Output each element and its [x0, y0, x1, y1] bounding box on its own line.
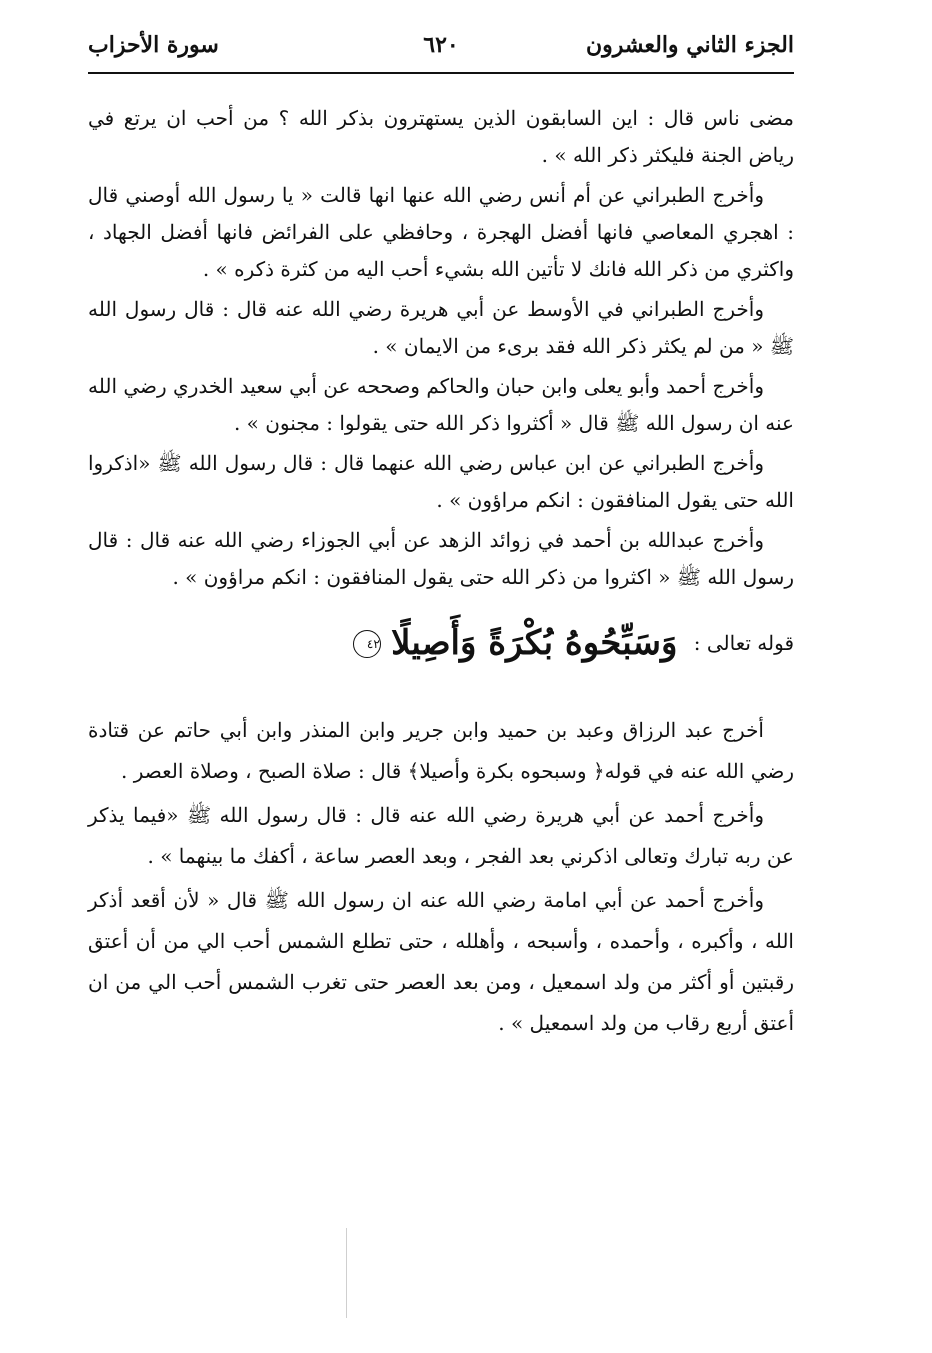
paragraph: مضى ناس قال : اين السابقون الذين يستهترون بذكر الله ؟ من أحب ان يرتع في رياض الجنة فليكثر ذكر الله » .: [88, 106, 794, 167]
paragraph: وأخرج الطبراني في الأوسط عن أبي هريرة رضي الله عنه قال : قال رسول الله ﷺ « من لم يكثر ذكر الله فقد برىء من الايمان » .: [88, 297, 794, 358]
header-divider: [88, 72, 794, 74]
paragraph: وأخرج عبدالله بن أحمد في زوائد الزهد عن أبي الجوزاء رضي الله عنه قال : قال رسول الله ﷺ « اكثروا من ذكر الله حتى يقول المنافقون : انكم مراؤون » .: [88, 528, 794, 589]
verse-heading: [88, 624, 794, 680]
part-title: الجزء الثاني والعشرون: [585, 32, 794, 58]
page-body: [88, 100, 794, 1047]
paragraph: أخرج عبد الرزاق وعبد بن حميد وابن جرير وابن المنذر وابن أبي حاتم عن قتادة رضي الله عنه في قوله﴿ وسبحوه بكرة وأصيلا﴾ قال : صلاة الصبح ، وصلاة العصر .: [88, 718, 794, 783]
commentary-section: [88, 710, 794, 1044]
paragraph: وأخرج أحمد عن أبي هريرة رضي الله عنه قال : قال رسول الله ﷺ «فيما يذكر عن ربه تبارك وتعالى اذكرني بعد الفجر ، وبعد العصر ساعة ، أكفك ما بينهما » .: [88, 803, 794, 868]
paragraph: وأخرج الطبراني عن ابن عباس رضي الله عنهما قال : قال رسول الله ﷺ «اذكروا الله حتى يقول المنافقون : انكم مراؤون » .: [88, 451, 794, 512]
page-number: ٦٢٠: [423, 32, 459, 58]
paragraph: وأخرج الطبراني عن أم أنس رضي الله عنها انها قالت « يا رسول الله أوصني قال : اهجري المعاصي فانها أفضل الهجرة ، وحافظي على الفرائض فانها أفضل الجهاد ، واكثري من ذكر الله فانك لا تأتين الله بشيء أحب اليه من كثرة ذكره » .: [88, 183, 794, 281]
paragraph: وأخرج أحمد وأبو يعلى وابن حبان والحاكم وصححه عن أبي سعيد الخدري رضي الله عنه ان رسول الله ﷺ قال « أكثروا ذكر الله حتى يقولوا : مجنون » .: [88, 374, 794, 435]
page-header: [88, 22, 794, 72]
ayah-number-mark: ٤٢: [353, 630, 381, 658]
surah-title: سورة الأحزاب: [88, 32, 219, 58]
verse-intro: قوله تعالى :: [693, 631, 794, 655]
paragraph: وأخرج أحمد عن أبي امامة رضي الله عنه ان رسول الله ﷺ قال « لأن أقعد أذكر الله ، وأكبره ، وأحمده ، وأسبحه ، وأهلله ، حتى تطلع الشمس أحب الي من أن أعتق رقبتين أو أكثر من ولد اسمعيل ، ومن بعد العصر حتى تغرب الشمس أحب الي من ان أعتق أربع رقاب من ولد اسمعيل » .: [88, 888, 794, 1035]
scan-artifact-line: [346, 1228, 347, 1318]
verse-text: وَسَبِّحُوهُ بُكْرَةً وَأَصِيلًا: [391, 623, 678, 663]
